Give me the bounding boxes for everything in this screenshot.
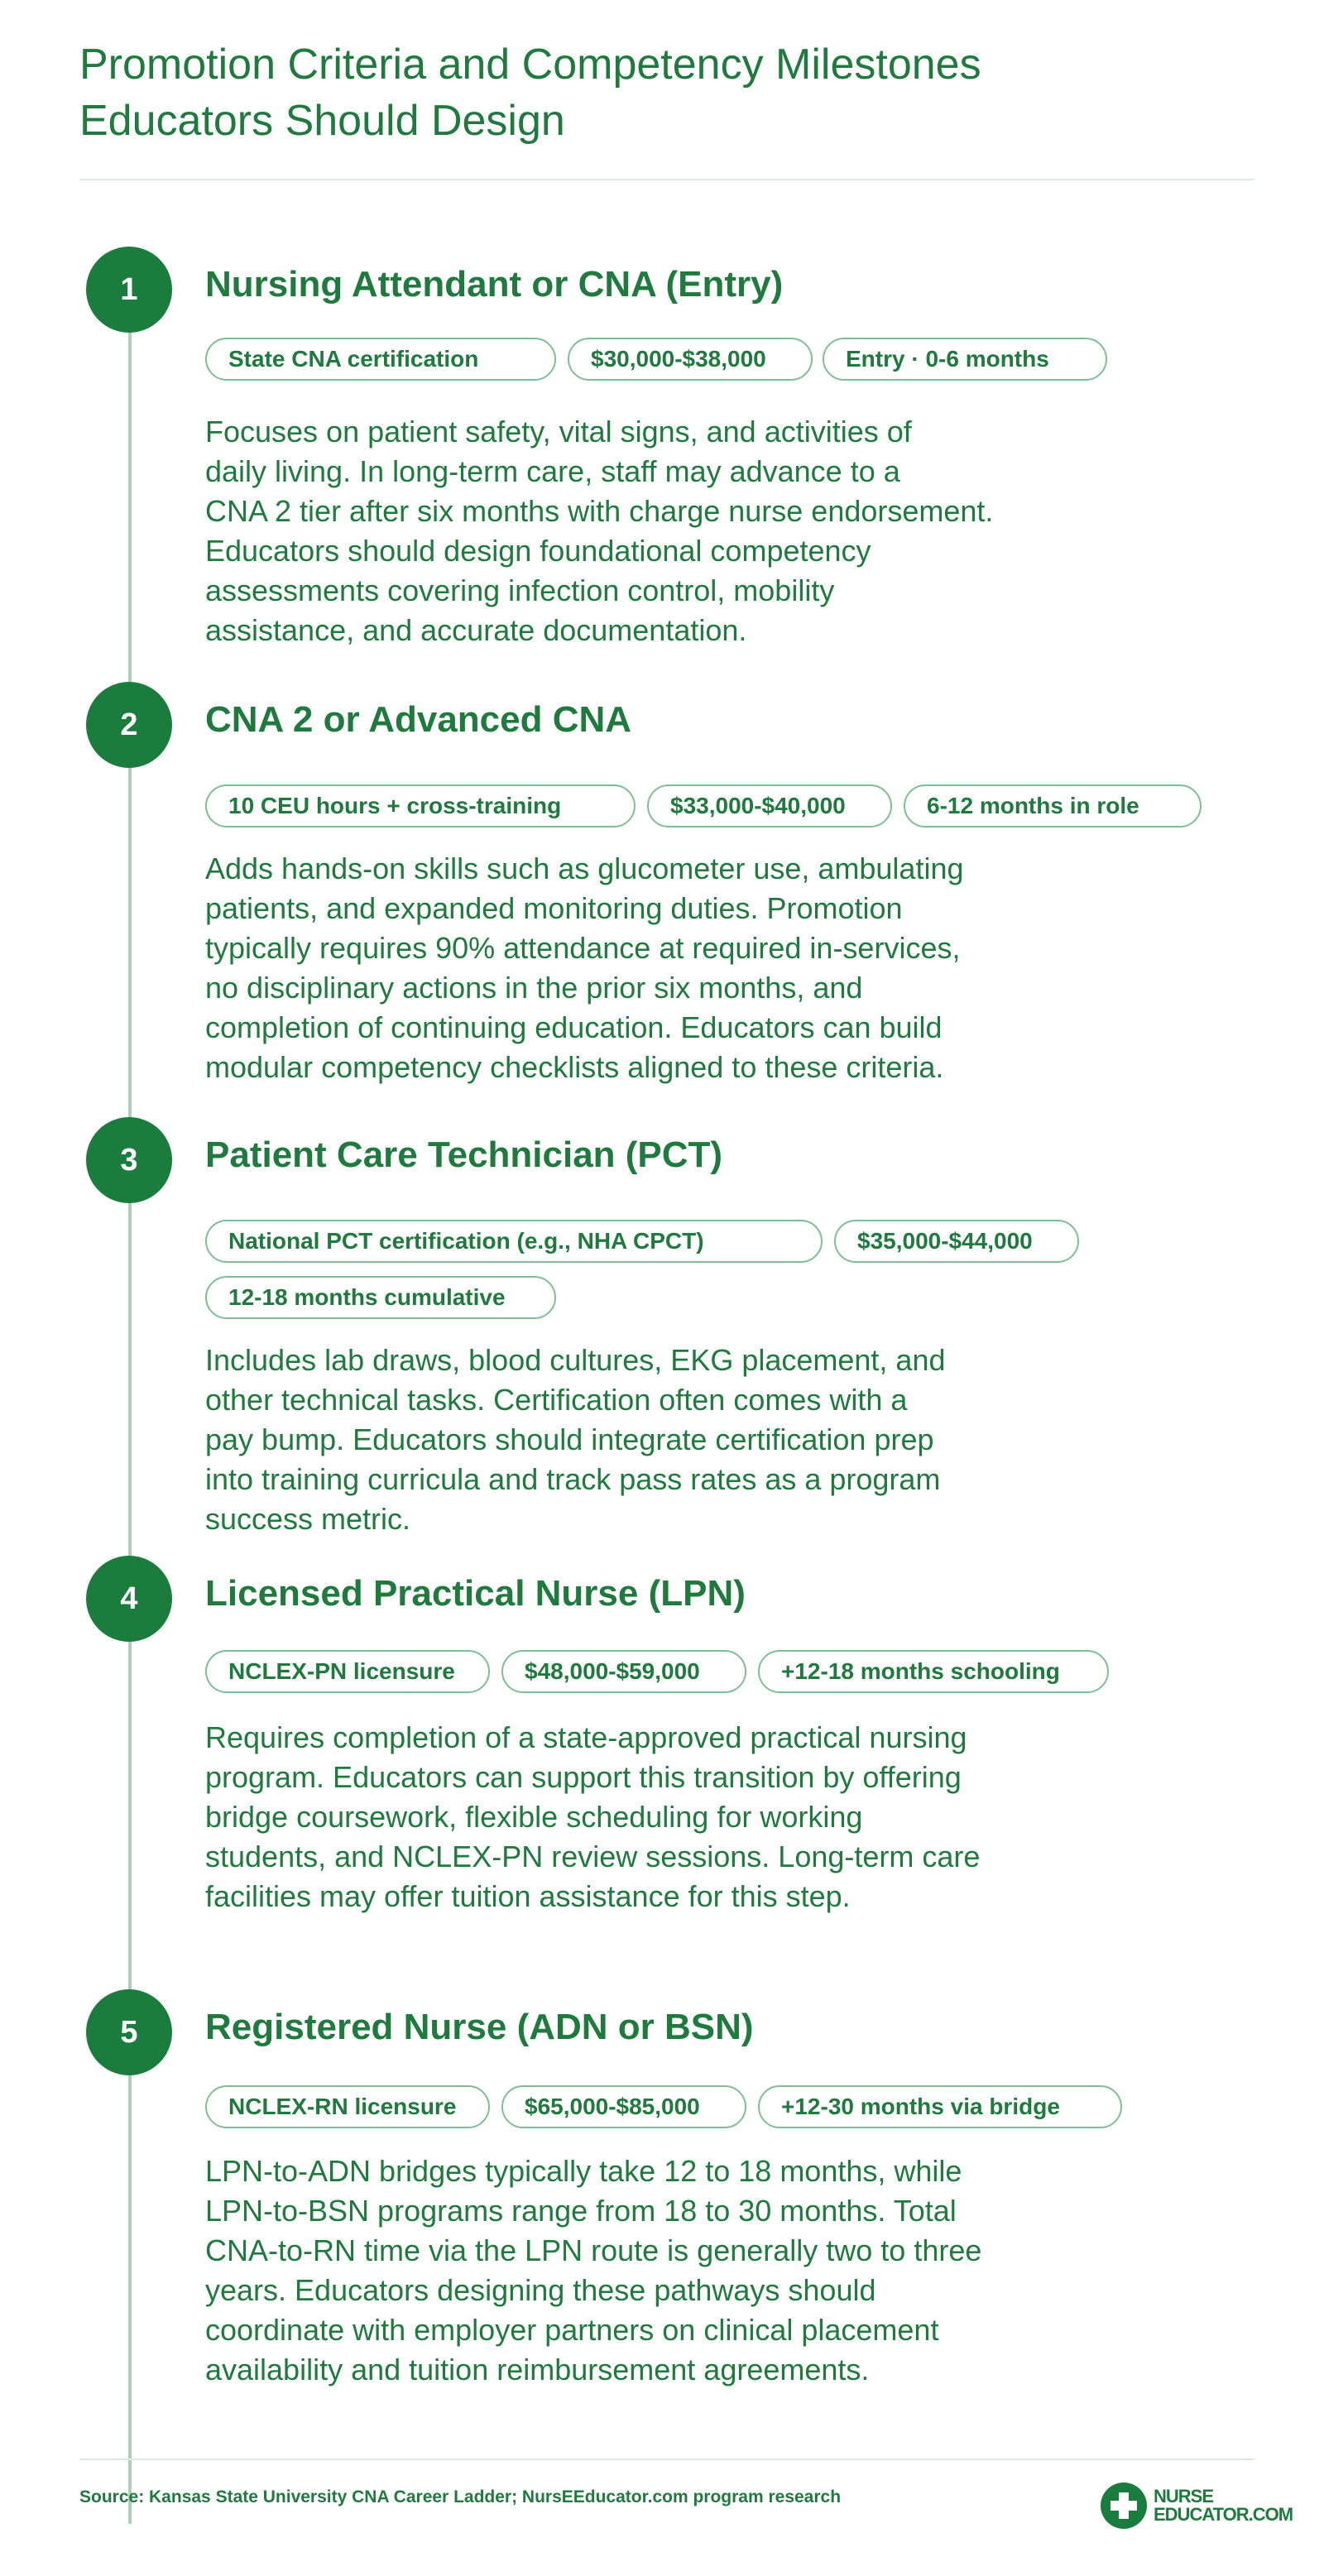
timeline-line — [128, 290, 132, 2524]
timeline-pill: 12-18 months cumulative — [205, 1276, 556, 1319]
timeline-pill: 6-12 months in role — [904, 784, 1202, 827]
certification-pill: 10 CEU hours + cross-training — [205, 784, 636, 827]
step-number-badge: 5 — [86, 1989, 172, 2075]
step-number-badge: 3 — [86, 1117, 172, 1203]
logo-wordmark: NURSE EDUCATOR.COM — [1154, 2486, 1293, 2525]
source-note: Source: Kansas State University CNA Career Ladder; NursEEducator.com program research — [79, 2487, 842, 2506]
timeline-pill: +12-30 months via bridge — [758, 2085, 1122, 2128]
step-number-badge: 1 — [86, 247, 172, 333]
page-title — [79, 36, 1155, 149]
footer-divider — [79, 2458, 1254, 2460]
title-line: Promotion Criteria and Competency Milestones — [79, 41, 981, 89]
certification-pill: NCLEX-RN licensure — [205, 2085, 490, 2128]
step-description: Adds hands-on skills such as glucometer use, ambulating patients, and expanded monitoring duties. Promotion typically requires 90% attendance at required in-services, no disciplinary actions in the prior six months, and completion of continuing education. Educators can build modular competency checklists aligned to these criteria. — [205, 851, 964, 1084]
salary-pill: $65,000-$85,000 — [501, 2085, 746, 2128]
step-title: Patient Care Technician (PCT) — [205, 1134, 723, 1175]
step-title: Licensed Practical Nurse (LPN) — [205, 1573, 746, 1614]
step-description: Requires completion of a state-approved practical nursing program. Educators can support this transition by offering bridge coursework, flexible scheduling for working students, and NCLEX-PN review sessions. Long-term care facilities may offer tuition assistance for this step. — [205, 1720, 981, 1913]
salary-pill: $35,000-$44,000 — [834, 1220, 1079, 1263]
step-number-badge: 4 — [86, 1556, 172, 1642]
step-description: Focuses on patient safety, vital signs, and activities of daily living. In long-term care, staff may advance to a CNA 2 tier after six months with charge nurse endorsement. Educators should design foundational competency assessments covering infection control, mobility assistance, and accurate documentation. — [205, 415, 994, 647]
step-title: Registered Nurse (ADN or BSN) — [205, 2007, 754, 2047]
site-logo — [1101, 2481, 1293, 2530]
salary-pill: $30,000-$38,000 — [568, 338, 813, 381]
step-title: CNA 2 or Advanced CNA — [205, 699, 632, 740]
certification-pill: State CNA certification — [205, 338, 556, 381]
salary-pill: $48,000-$59,000 — [501, 1650, 746, 1693]
step-description: LPN-to-ADN bridges typically take 12 to 18 months, while LPN-to-BSN programs range from 18 to 30 months. Total CNA-to-RN time via the LPN route is generally two to three years. Educators designing these pathways should coordinate with employer partners on clinical placement availability and tuition reimbursement agreements. — [205, 2154, 982, 2387]
title-line: Educators Should Design — [79, 97, 565, 145]
salary-pill: $33,000-$40,000 — [647, 784, 892, 827]
step-number-badge: 2 — [86, 682, 172, 768]
timeline-pill: +12-18 months schooling — [758, 1650, 1109, 1693]
header-divider — [79, 179, 1254, 180]
certification-pill: National PCT certification (e.g., NHA CPCT) — [205, 1220, 823, 1263]
step-title: Nursing Attendant or CNA (Entry) — [205, 264, 784, 305]
medical-cross-icon — [1101, 2482, 1147, 2529]
step-description: Includes lab draws, blood cultures, EKG placement, and other technical tasks. Certification often comes with a pay bump. Educators should integrate certification prep into training curricula and track pass rates as a program success metric. — [205, 1343, 946, 1536]
timeline-pill: Entry · 0-6 months — [823, 338, 1107, 381]
certification-pill: NCLEX-PN licensure — [205, 1650, 490, 1693]
